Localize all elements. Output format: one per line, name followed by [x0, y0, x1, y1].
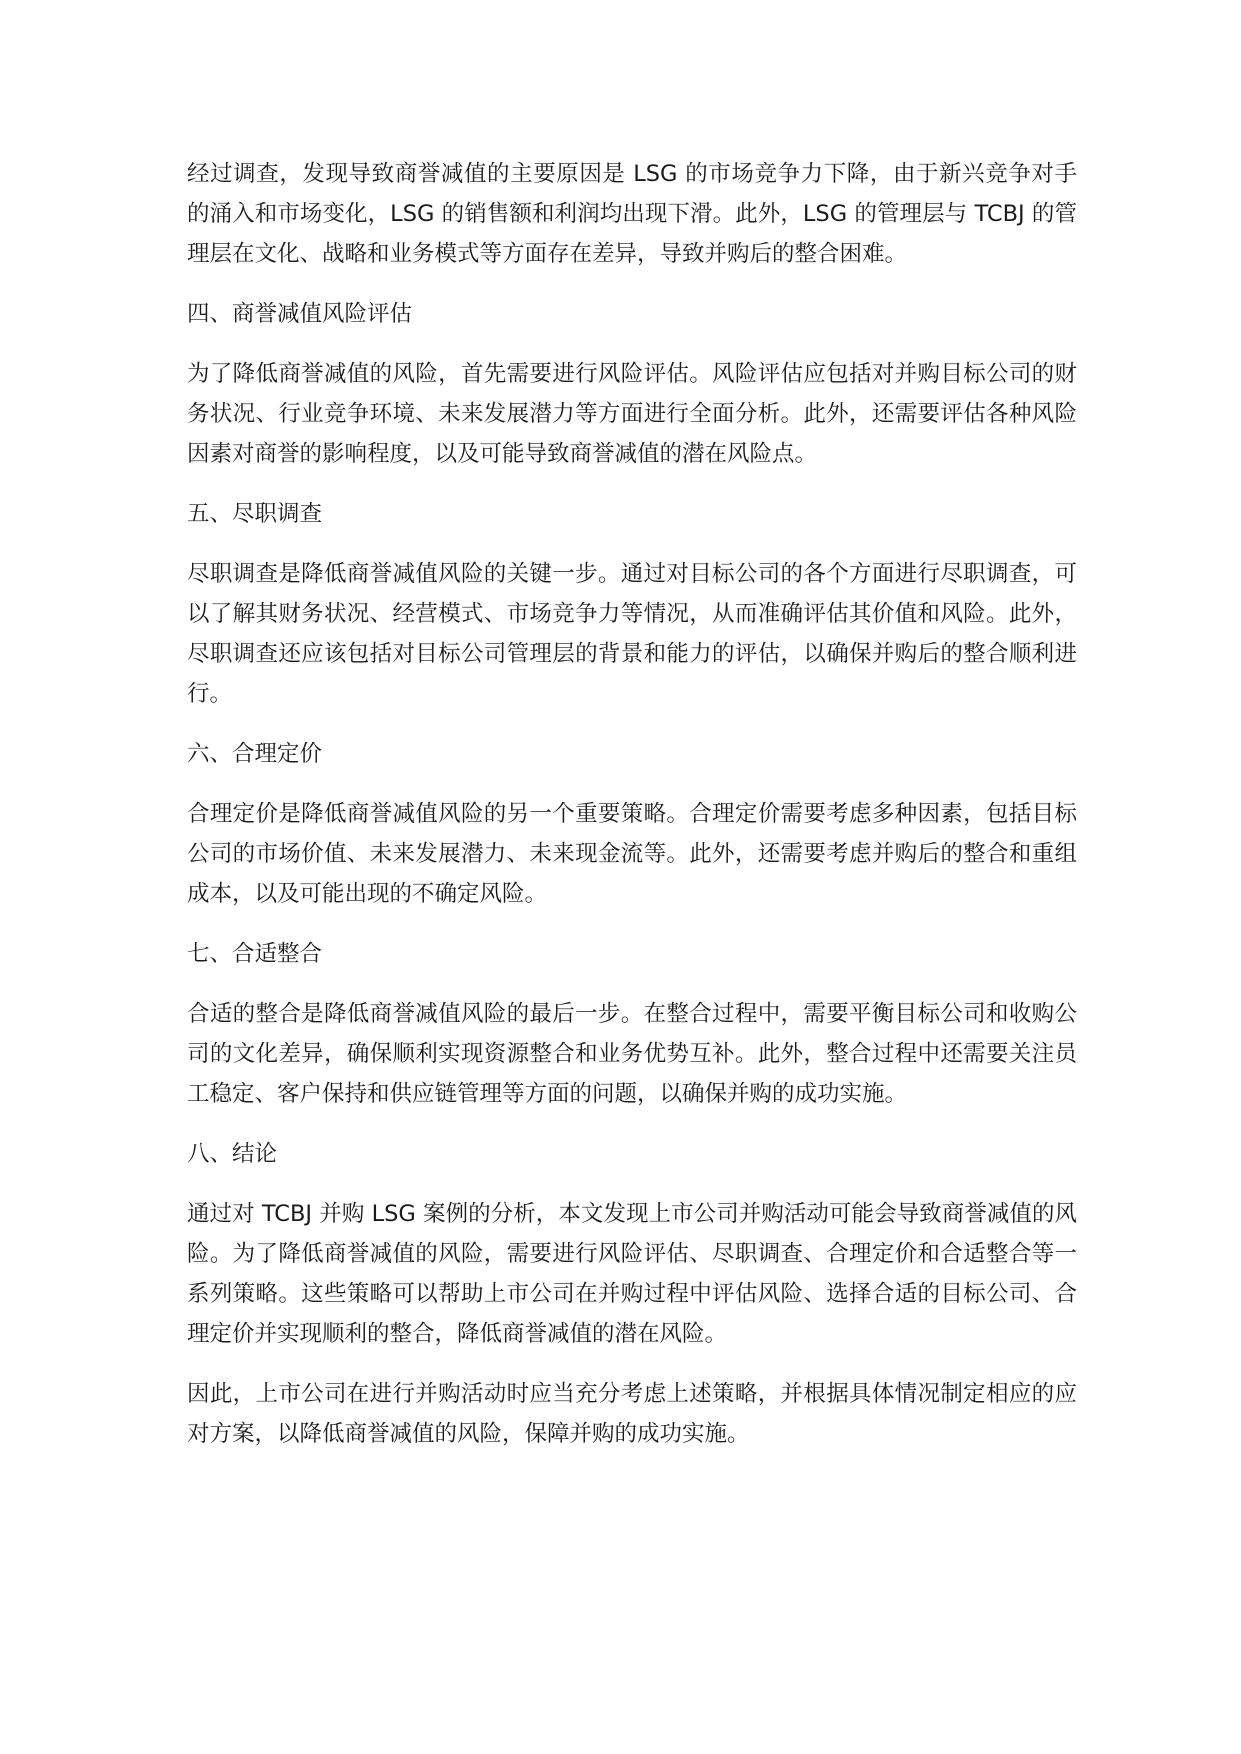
heading-section-8: 八、结论 [187, 1141, 278, 1167]
paragraph-final-recommendation: 因此，上市公司在进行并购活动时应当充分考虑上述策略，并根据具体情况制定相应的应对方案，以降低商誉减值的风险，保障并购的成功实施。 [187, 1381, 1077, 1447]
paragraph-reasonable-pricing: 合理定价是降低商誉减值风险的另一个重要策略。合理定价需要考虑多种因素，包括目标公司的市场价值、未来发展潜力、未来现金流等。此外，还需要考虑并购后的整合和重组成本，以及可能出现的不确定风险。 [187, 801, 1077, 907]
paragraph-investigation-findings: 经过调查，发现导致商誉减值的主要原因是 LSG 的市场竞争力下降，由于新兴竞争对手的涌入和市场变化，LSG 的销售额和利润均出现下滑。此外，LSG 的管理层与 TCBJ 的管理层在文化、战略和业务模式等方面存在差异，导致并购后的整合困难。 [187, 161, 1077, 267]
heading-section-6: 六、合理定价 [187, 741, 323, 767]
document-body [187, 154, 1077, 1474]
heading-section-7: 七、合适整合 [187, 941, 323, 967]
heading-section-5: 五、尽职调查 [187, 501, 323, 527]
paragraph-proper-integration: 合适的整合是降低商誉减值风险的最后一步。在整合过程中，需要平衡目标公司和收购公司的文化差异，确保顺利实现资源整合和业务优势互补。此外，整合过程中还需要关注员工稳定、客户保持和供应链管理等方面的问题，以确保并购的成功实施。 [187, 1001, 1077, 1107]
paragraph-conclusion: 通过对 TCBJ 并购 LSG 案例的分析，本文发现上市公司并购活动可能会导致商誉减值的风险。为了降低商誉减值的风险，需要进行风险评估、尽职调查、合理定价和合适整合等一系列策略。这些策略可以帮助上市公司在并购过程中评估风险、选择合适的目标公司、合理定价并实现顺利的整合，降低商誉减值的潜在风险。 [187, 1201, 1077, 1347]
heading-section-4: 四、商誉减值风险评估 [187, 301, 413, 327]
paragraph-risk-assessment: 为了降低商誉减值的风险，首先需要进行风险评估。风险评估应包括对并购目标公司的财务状况、行业竞争环境、未来发展潜力等方面进行全面分析。此外，还需要评估各种风险因素对商誉的影响程度，以及可能导致商誉减值的潜在风险点。 [187, 361, 1077, 467]
paragraph-due-diligence: 尽职调查是降低商誉减值风险的关键一步。通过对目标公司的各个方面进行尽职调查，可以了解其财务状况、经营模式、市场竞争力等情况，从而准确评估其价值和风险。此外，尽职调查还应该包括对目标公司管理层的背景和能力的评估，以确保并购后的整合顺利进行。 [187, 561, 1077, 707]
